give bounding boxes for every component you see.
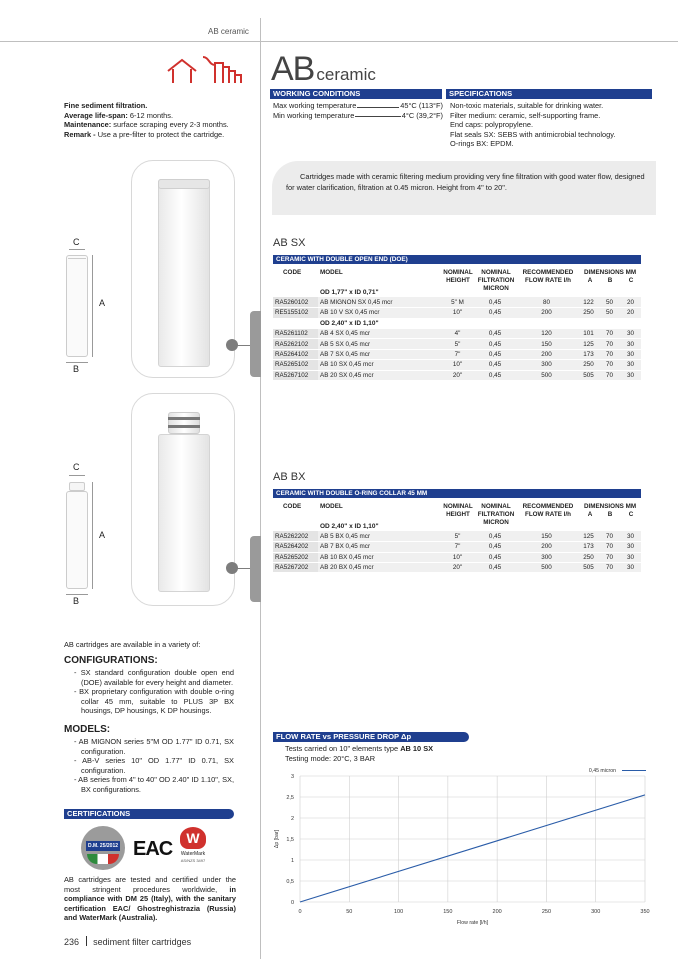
table-row: RA5264102 AB 7 SX 0,45 mcr 7" 0,45 200 173 70 30: [273, 349, 641, 359]
intro-box: [272, 161, 656, 215]
x-tick-label: 350: [640, 909, 650, 915]
table-row: RA5267202 AB 20 BX 0,45 mcr 20" 0,45 500 505 70 30: [273, 563, 641, 573]
table-group-row: OD 2,40" x ID 1,10": [320, 320, 379, 328]
intro-text: Cartridges made with ceramic filtering medium providing very fine filtration with good water flow, designed for water clarification, filtration at 0.45 micron. Height from 4" to 20".: [286, 172, 645, 192]
x-axis-label: Flow rate [l/h]: [456, 920, 489, 926]
y-tick-label: 2,5: [286, 795, 294, 801]
list-item: - SX standard configuration double open end (DOE) available for every height and diameter.: [74, 668, 234, 687]
table-row: RA5261102 AB 4 SX 0,45 mcr 4" 0,45 120 101 70 30: [273, 329, 641, 339]
watermark-icon: W WaterMark AS/NZS 3497: [178, 827, 208, 867]
availability-text: AB cartridges are available in a variety of:: [64, 640, 201, 649]
flow-pressure-chart: [270, 765, 665, 935]
chart-notes: Tests carried on 10" elements type AB 10 SX Testing mode: 20°C, 3 BAR: [285, 744, 434, 763]
page-divider-horizontal: [0, 41, 678, 42]
bx-collar-image: [168, 412, 200, 434]
series-line: [300, 795, 645, 902]
x-tick-label: 50: [346, 909, 353, 915]
y-axis-label: Δp [bar]: [274, 829, 280, 849]
bx-subtitle: CERAMIC WITH DOUBLE O-RING COLLAR 45 MM: [273, 489, 641, 498]
section-label: AB ceramic: [208, 27, 249, 36]
house-heating-icon: [165, 55, 255, 85]
x-tick-label: 200: [492, 909, 502, 915]
bx-table-header: CODE MODEL NOMINAL HEIGHT NOMINAL FILTRATION MICRON RECOMMENDED FLOW RATE l/h DIMENSIONS MM A B C: [283, 503, 637, 526]
sx-dim-c: C: [73, 237, 80, 247]
bx-product-photo: [131, 393, 235, 606]
list-item: - AB MIGNON series 5"M OD 1.77" ID 0.71, SX configuration.: [74, 737, 234, 756]
sx-dim-b: B: [73, 364, 80, 374]
table-row: RA5265102 AB 10 SX 0,45 mcr 10" 0,45 300 250 70 30: [273, 360, 641, 370]
sx-table: [273, 287, 641, 381]
models-title: MODELS:: [64, 724, 111, 735]
table-row: RA5260102 AB MIGNON SX 0,45 mcr 5" M 0,45 80 122 50 20: [273, 297, 641, 307]
x-tick-label: 300: [591, 909, 601, 915]
y-tick-label: 3: [290, 774, 294, 780]
footer-section: sediment filter cartridges: [93, 937, 192, 947]
y-tick-label: 1,5: [286, 837, 294, 843]
section-tab-sx: [250, 311, 261, 377]
product-summary: Fine sediment filtration. Average life-span: 6-12 months. Maintenance: surface scraping every 2-3 months. Remark - Use a pre-filter to protect the cartridge.: [64, 101, 229, 139]
working-conditions-header: WORKING CONDITIONS: [270, 89, 442, 99]
table-group-row: OD 2,40" x ID 1,10": [320, 522, 379, 530]
y-tick-label: 2: [290, 816, 294, 822]
page-divider-vertical: [260, 18, 261, 959]
list-item: - AB series from 4" to 40" OD 2.40" ID 1.10", SX, BX configurations.: [74, 775, 234, 794]
chart-header: FLOW RATE vs PRESSURE DROP Δp: [273, 732, 469, 742]
sx-cartridge-image: [158, 179, 210, 367]
x-tick-label: 250: [541, 909, 552, 915]
bx-dim-b: B: [73, 596, 80, 606]
footer: [64, 936, 191, 947]
sx-dimension-drawing: [66, 255, 88, 357]
section-tab-bx: [250, 536, 261, 602]
configurations-title: CONFIGURATIONS:: [64, 655, 158, 666]
x-tick-label: 0: [298, 909, 302, 915]
y-tick-label: 0: [290, 900, 294, 906]
list-item: - BX proprietary configuration with double o-ring collar 45 mm, suitable to PLUS 3P BX housings, DP housings, K DP housings.: [74, 687, 234, 716]
table-row: RA5264202 AB 7 BX 0,45 mcr 7" 0,45 200 173 70 30: [273, 542, 641, 552]
sx-title: AB SX: [273, 237, 306, 249]
bx-dim-a: A: [99, 530, 106, 540]
sx-dim-a: A: [99, 298, 106, 308]
page-number: 236: [64, 937, 80, 947]
sx-subtitle: CERAMIC WITH DOUBLE OPEN END (DOE): [273, 255, 641, 264]
bx-title: AB BX: [273, 471, 306, 483]
table-row: RA5265202 AB 10 BX 0,45 mcr 10" 0,45 300 250 70 30: [273, 552, 641, 562]
certifications-text: AB cartridges are tested and certified under the most stringent procedures worldwide, in compliance with DM 25 (Italy), with the sanitary certification EAC/ Ghostreghistrazia (Russia) and WaterMark (Australia).: [64, 875, 236, 923]
x-tick-label: 150: [443, 909, 453, 915]
table-row: RA5267102 AB 20 SX 0,45 mcr 20" 0,45 500 505 70 30: [273, 370, 641, 380]
working-conditions: Max working temperature 45°C (113°F) Min working temperature 4°C (39,2°F): [273, 101, 443, 120]
certifications-header: CERTIFICATIONS: [64, 809, 234, 819]
bx-cartridge-image: [158, 434, 210, 592]
eac-mark-icon: EAC: [133, 838, 173, 860]
list-item: - AB-V series 10" OD 1.77" ID 0.71, SX configuration.: [74, 756, 234, 775]
configurations-list: [73, 668, 234, 716]
specifications-list: Non-toxic materials, suitable for drinking water. Filter medium: ceramic, self-supporting frame. End caps: polypropylene. Flat seals SX: SEBS with antimicrobial technology. O-rings BX: EPDM.: [450, 101, 616, 149]
bx-table: [273, 521, 641, 573]
table-row: RE5155102 AB 10 V SX 0,45 mcr 10" 0,45 200 250 50 20: [273, 308, 641, 318]
y-tick-label: 1: [290, 858, 294, 864]
specifications-header: SPECIFICATIONS: [446, 89, 652, 99]
dm25-seal-icon: D.M. 25/2012: [81, 826, 125, 870]
table-row: RA5262102 AB 5 SX 0,45 mcr 5" 0,45 150 125 70 30: [273, 339, 641, 349]
table-row: RA5262202 AB 5 BX 0,45 mcr 5" 0,45 150 125 70 30: [273, 531, 641, 541]
table-group-row: OD 1,77" x ID 0,71": [320, 288, 379, 296]
sx-table-header: CODE MODEL NOMINAL HEIGHT NOMINAL FILTRATION MICRON RECOMMENDED FLOW RATE l/h DIMENSIONS MM A B C: [283, 269, 637, 292]
bx-dimension-drawing: [66, 482, 88, 589]
bx-dim-c: C: [73, 462, 80, 472]
legend-label: 0,45 micron: [588, 768, 616, 774]
page-title: AB ceramic: [271, 50, 376, 88]
sx-product-photo: [131, 160, 235, 378]
x-tick-label: 100: [393, 909, 404, 915]
y-tick-label: 0,5: [286, 879, 294, 885]
models-list: [73, 737, 234, 795]
